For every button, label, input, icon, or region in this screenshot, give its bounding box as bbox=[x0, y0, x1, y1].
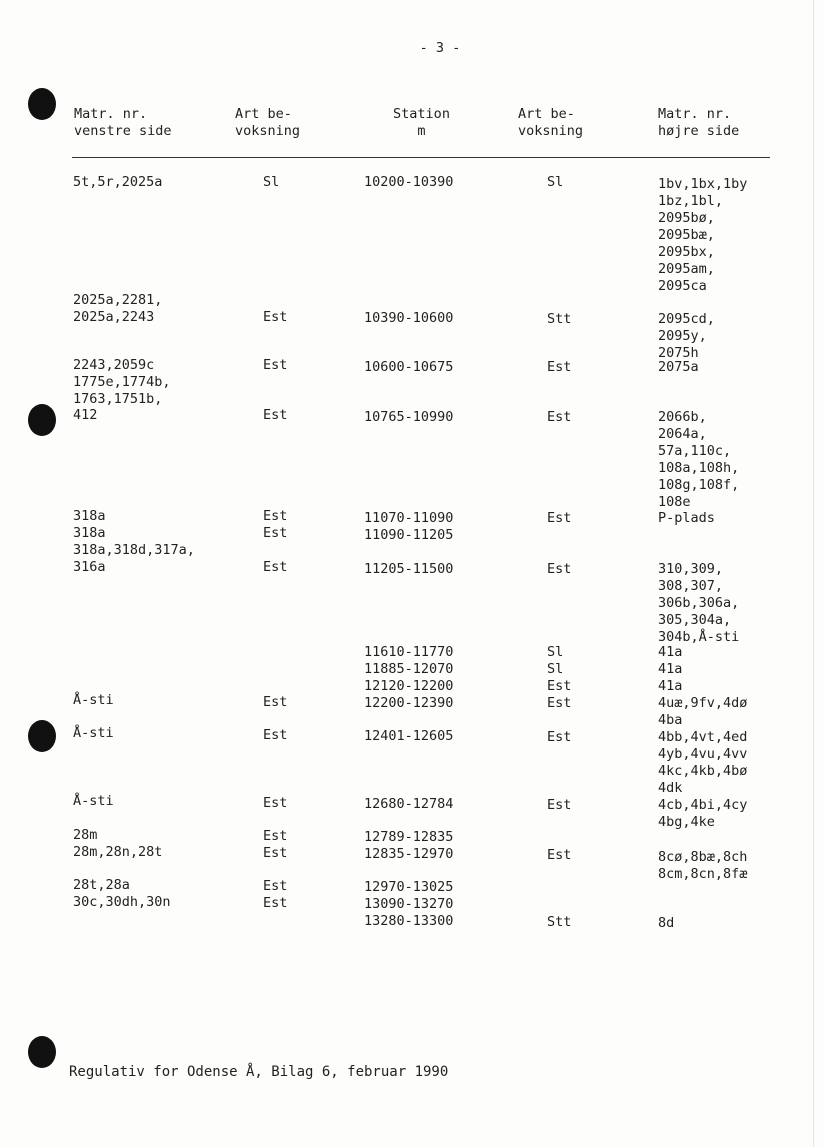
cell-matr-right: 2095cd, 2095y, 2075h bbox=[658, 311, 715, 361]
cell-art-left: Est bbox=[263, 727, 288, 743]
cell-art-right: Est bbox=[547, 561, 572, 577]
cell-matr-right: 41a bbox=[658, 644, 683, 660]
header-rule bbox=[72, 157, 770, 158]
cell-art-left: Est bbox=[263, 525, 288, 541]
cell-art-right: Stt bbox=[547, 914, 572, 930]
cell-art-left: Est bbox=[263, 795, 288, 811]
cell-matr-right: P-plads bbox=[658, 510, 715, 526]
cell-station: 12120-12200 bbox=[364, 678, 454, 694]
cell-station: 13090-13270 bbox=[364, 896, 454, 912]
cell-matr-right: 41a bbox=[658, 678, 683, 694]
cell-station: 11885-12070 bbox=[364, 661, 454, 677]
punch-hole bbox=[28, 1036, 56, 1068]
cell-art-right: Sl bbox=[547, 661, 564, 677]
cell-station: 12401-12605 bbox=[364, 728, 454, 744]
punch-hole bbox=[28, 404, 56, 436]
cell-art-left: Est bbox=[263, 845, 288, 861]
cell-art-left: Est bbox=[263, 309, 288, 325]
cell-art-right: Est bbox=[547, 729, 572, 745]
cell-art-left: Est bbox=[263, 357, 288, 373]
page-edge bbox=[813, 0, 814, 1147]
cell-matr-left: 28m bbox=[73, 827, 98, 843]
cell-art-right: Sl bbox=[547, 174, 564, 190]
cell-art-right: Est bbox=[547, 797, 572, 813]
cell-art-left: Est bbox=[263, 407, 288, 423]
cell-station: 11610-11770 bbox=[364, 644, 454, 660]
punch-hole bbox=[28, 720, 56, 752]
cell-station: 12835-12970 bbox=[364, 846, 454, 862]
cell-art-right: Est bbox=[547, 847, 572, 863]
cell-matr-left: Å-sti bbox=[73, 725, 114, 741]
cell-station: 11205-11500 bbox=[364, 561, 454, 577]
cell-matr-right: 4cb,4bi,4cy 4bg,4ke bbox=[658, 797, 748, 830]
cell-art-right: Est bbox=[547, 359, 572, 375]
footer-text: Regulativ for Odense Å, Bilag 6, februar 1990 bbox=[69, 1064, 449, 1080]
cell-station: 13280-13300 bbox=[364, 913, 454, 929]
cell-matr-left: 2243,2059c 1775e,1774b, 1763,1751b, bbox=[73, 357, 171, 407]
cell-station: 10600-10675 bbox=[364, 359, 454, 375]
header-station: Station m bbox=[393, 106, 450, 139]
cell-art-left: Sl bbox=[263, 174, 280, 190]
cell-station: 12680-12784 bbox=[364, 796, 454, 812]
cell-art-left: Est bbox=[263, 508, 288, 524]
header-matr-left: Matr. nr. venstre side bbox=[74, 106, 172, 139]
cell-station: 10765-10990 bbox=[364, 409, 454, 425]
cell-art-right: Est bbox=[547, 510, 572, 526]
cell-art-right: Stt bbox=[547, 311, 572, 327]
cell-matr-left: 28m,28n,28t bbox=[73, 844, 163, 860]
cell-matr-right: 41a bbox=[658, 661, 683, 677]
cell-station: 12789-12835 bbox=[364, 829, 454, 845]
cell-matr-right: 310,309, 308,307, 306b,306a, 305,304a, 304b,Å-sti bbox=[658, 561, 740, 645]
cell-matr-right: 2066b, 2064a, 57a,110c, 108a,108h, 108g,108f, 108e bbox=[658, 409, 740, 510]
cell-art-left: Est bbox=[263, 895, 288, 911]
cell-matr-left: Å-sti bbox=[73, 793, 114, 809]
cell-matr-right: 4uæ,9fv,4dø 4ba bbox=[658, 695, 748, 728]
cell-matr-right: 1bv,1bx,1by 1bz,1bl, 2095bø, 2095bæ, 2095bx, 2095am, 2095ca bbox=[658, 176, 748, 294]
cell-station: 10390-10600 bbox=[364, 310, 454, 326]
cell-art-right: Sl bbox=[547, 644, 564, 660]
cell-matr-left: 2025a,2281, 2025a,2243 bbox=[73, 292, 163, 325]
cell-art-left: Est bbox=[263, 694, 288, 710]
cell-station: 11070-11090 bbox=[364, 510, 454, 526]
cell-art-left: Est bbox=[263, 878, 288, 894]
cell-matr-left: Å-sti bbox=[73, 692, 114, 708]
header-art-left: Art be- voksning bbox=[235, 106, 301, 139]
cell-art-left: Est bbox=[263, 828, 288, 844]
page-number: - 3 - bbox=[419, 40, 461, 56]
cell-art-right: Est bbox=[547, 409, 572, 425]
cell-matr-left: 316a bbox=[73, 559, 106, 575]
cell-matr-right: 2075a bbox=[658, 359, 699, 375]
header-matr-right: Matr. nr. højre side bbox=[658, 106, 740, 139]
cell-art-right: Est bbox=[547, 678, 572, 694]
cell-station: 11090-11205 bbox=[364, 527, 454, 543]
cell-art-left: Est bbox=[263, 559, 288, 575]
cell-matr-right: 4bb,4vt,4ed 4yb,4vu,4vv 4kc,4kb,4bø 4dk bbox=[658, 729, 748, 796]
cell-matr-right: 8d bbox=[658, 915, 675, 931]
cell-matr-left: 28t,28a bbox=[73, 877, 130, 893]
cell-station: 10200-10390 bbox=[364, 174, 454, 190]
header-art-right: Art be- voksning bbox=[518, 106, 584, 139]
punch-hole bbox=[28, 88, 56, 120]
cell-matr-left: 30c,30dh,30n bbox=[73, 894, 171, 910]
cell-station: 12970-13025 bbox=[364, 879, 454, 895]
cell-station: 12200-12390 bbox=[364, 695, 454, 711]
cell-matr-right: 8cø,8bæ,8ch 8cm,8cn,8fæ bbox=[658, 849, 748, 882]
cell-matr-left: 5t,5r,2025a bbox=[73, 174, 163, 190]
cell-matr-left: 318a bbox=[73, 508, 106, 524]
cell-matr-left: 318a 318a,318d,317a, bbox=[73, 525, 195, 558]
cell-art-right: Est bbox=[547, 695, 572, 711]
cell-matr-left: 412 bbox=[73, 407, 98, 423]
